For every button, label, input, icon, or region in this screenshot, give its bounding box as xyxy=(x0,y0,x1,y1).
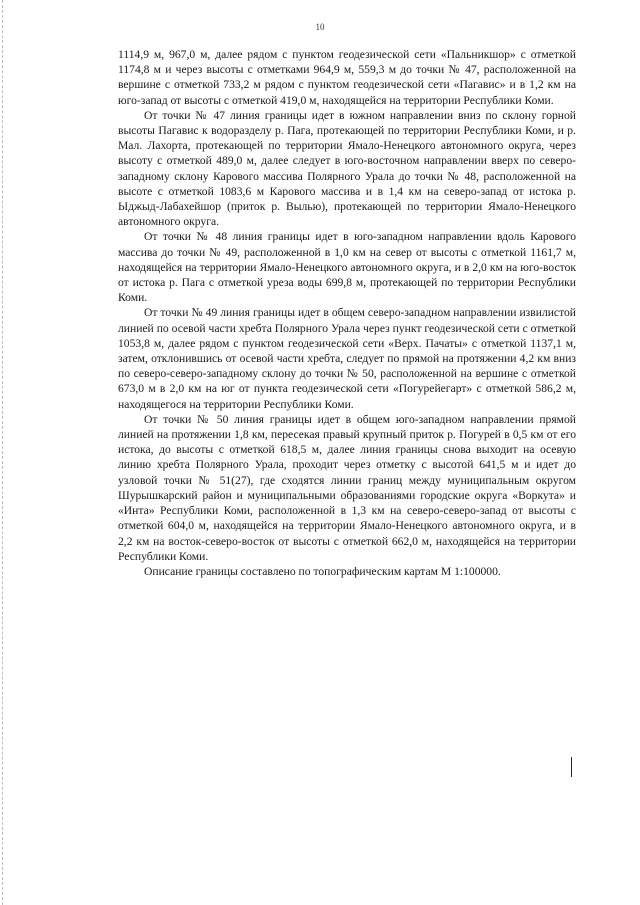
scan-mark xyxy=(571,757,572,777)
paragraph-point-48: От точки № 48 линия границы идет в юго-западном направлении вдоль Карового массива до точки № 49, расположенной в 1,0 км на север от высоты с отметкой 1161,7 м, находящейся на территории Ямало-Ненецкого автономного округа, и в 2,0 км на юго-восток от истока р. Пага с отметкой уреза воды 699,8 м, протекающей по территории Республики Коми. xyxy=(118,230,576,305)
paragraph-point-49: От точки № 49 линия границы идет в общем северо-западном направлении извилистой линией по осевой части хребта Полярного Урала через пункт геодезической сети с отметкой 1053,8 м, далее рядом с пунктом геодезической сети «Верх. Пачаты» с отметкой 1137,1 м, затем, отклонившись от осевой части хребта, следует по прямой на протяжении 4,2 км вниз по северо-северо-западному склону до точки № 50, расположенной на вершине с отметкой 673,0 м в 2,0 км на юг от пункта геодезической сети «Погурейегарт» с отметкой 586,2 м, находящегося на территории Республики Коми. xyxy=(118,306,576,411)
scan-edge-line xyxy=(2,0,3,905)
document-body xyxy=(118,47,576,579)
page-number: 10 xyxy=(315,22,325,32)
paragraph-point-47: От точки № 47 линия границы идет в южном направлении вниз по склону горной высоты Пагавис к водоразделу р. Пага, протекающей по территории Республики Коми, и р. Мал. Лахорта, протекающей по территории Ямало-Ненецкого автономного округа, через высоту с отметкой 489,0 м, далее следует в юго-восточном направлении вверх по северо-западному склону Карового массива Полярного Урала до точки № 48, расположенной на высоте с отметкой 1083,6 м Карового массива и в 1,4 км на северо-запад от истока р. Ыджыд-Лабахейшор (приток р. Вылью), протекающей по территории Ямало-Ненецкого автономного округа. xyxy=(118,108,576,229)
paragraph-point-50: От точки № 50 линия границы идет в общем юго-западном направлении прямой линией на протяжении 1,8 км, пересекая правый крупный приток р. Погурей в 0,5 км от его истока, до высоты с отметкой 618,5 м, далее линия границы снова выходит на осевую линию хребта Полярного Урала, проходит через отметку с высотой 641,5 м и идет до узловой точки № 51(27), где сходятся линии границ между муниципальным округом Шурышкарский район и муниципальными образованиями городские округа «Воркута» и «Инта» Республики Коми, расположенной в 1,3 км на северо-северо-запад от высоты с отметкой 604,0 м, находящейся на территории Ямало-Ненецкого автономного округа, и в 2,2 км на восток-северо-восток от высоты с отметкой 662,0 м, находящейся на территории Республики Коми. xyxy=(118,412,576,563)
paragraph-continuation: 1114,9 м, 967,0 м, далее рядом с пунктом геодезической сети «Пальникшор» с отметкой 1174,8 м и через высоты с отметками 964,9 м, 559,3 м до точки № 47, расположенной на вершине с отметкой 733,2 м рядом с пунктом геодезической сети «Пагавис» и в 1,2 км на юго-запад от высоты с отметкой 419,0 м, находящейся на территории Республики Коми. xyxy=(118,48,576,107)
paragraph-source-note: Описание границы составлено по топографическим картам М 1:100000. xyxy=(144,564,501,578)
